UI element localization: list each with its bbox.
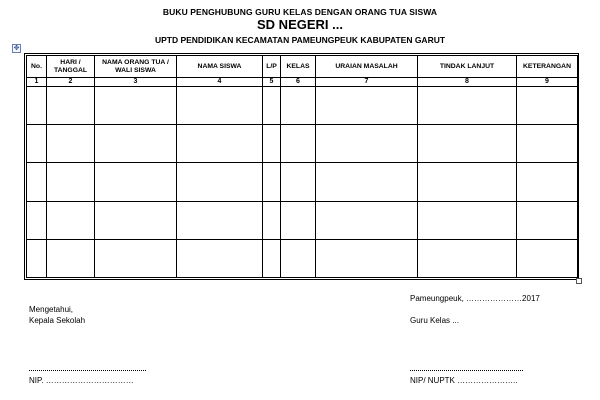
column-number-row: [27, 78, 578, 87]
table-cell[interactable]: [47, 201, 95, 239]
column-number: 9: [517, 78, 578, 87]
place-date: Pameungpeuk, …………………2017: [410, 294, 540, 303]
table-cell[interactable]: [316, 87, 418, 125]
document-title: BUKU PENGHUBUNG GURU KELAS DENGAN ORANG TUA SISWA: [162, 7, 438, 17]
table-cell[interactable]: [418, 239, 517, 277]
column-header: URAIAN MASALAH: [316, 56, 418, 78]
column-header: KETERANGAN: [517, 56, 578, 78]
column-header: L/P: [263, 56, 281, 78]
table-cell[interactable]: [281, 239, 316, 277]
table-move-handle-icon[interactable]: ✥: [13, 45, 20, 52]
table-cell[interactable]: [517, 87, 578, 125]
acknowledged-label: Mengetahui,: [29, 305, 74, 314]
table-cell[interactable]: [418, 87, 517, 125]
column-number: 2: [47, 78, 95, 87]
principal-label: Kepala Sekolah: [29, 316, 86, 325]
column-header: No.: [27, 56, 47, 78]
table-row: [27, 201, 578, 239]
table-cell[interactable]: [418, 125, 517, 163]
table-cell[interactable]: [95, 125, 177, 163]
table-cell[interactable]: [27, 87, 47, 125]
column-number: 1: [27, 78, 47, 87]
table-cell[interactable]: [263, 125, 281, 163]
column-number: 7: [316, 78, 418, 87]
column-header: NAMA SISWA: [177, 56, 263, 78]
table-cell[interactable]: [177, 87, 263, 125]
table-cell[interactable]: [316, 125, 418, 163]
principal-nip: NIP. ……………………………: [29, 376, 134, 385]
table-row: [27, 87, 578, 125]
table-cell[interactable]: [263, 87, 281, 125]
table-cell[interactable]: [281, 125, 316, 163]
table-cell[interactable]: [47, 125, 95, 163]
table-cell[interactable]: [177, 239, 263, 277]
teacher-nip-nuptk: NIP/ NUPTK …………………..: [410, 376, 518, 385]
institution-line: UPTD PENDIDIKAN KECAMATAN PAMEUNGPEUK KABUPATEN GARUT: [154, 35, 446, 45]
column-number: 4: [177, 78, 263, 87]
table-cell[interactable]: [316, 163, 418, 201]
teacher-signature-line: [410, 370, 523, 371]
table-cell[interactable]: [27, 163, 47, 201]
table-row: [27, 163, 578, 201]
table-cell[interactable]: [263, 201, 281, 239]
table-cell[interactable]: [316, 239, 418, 277]
column-header: NAMA ORANG TUA / WALI SISWA: [95, 56, 177, 78]
table-cell[interactable]: [95, 201, 177, 239]
table-cell[interactable]: [281, 87, 316, 125]
liaison-table: [26, 55, 578, 278]
table-cell[interactable]: [27, 201, 47, 239]
table-row: [27, 125, 578, 163]
table-row: [27, 239, 578, 277]
table-cell[interactable]: [95, 87, 177, 125]
table-cell[interactable]: [418, 163, 517, 201]
column-number: 6: [281, 78, 316, 87]
table-cell[interactable]: [95, 239, 177, 277]
table-cell[interactable]: [95, 163, 177, 201]
table-cell[interactable]: [47, 163, 95, 201]
table-cell[interactable]: [263, 163, 281, 201]
table-cell[interactable]: [418, 201, 517, 239]
column-number: 3: [95, 78, 177, 87]
column-header: KELAS: [281, 56, 316, 78]
table-cell[interactable]: [517, 163, 578, 201]
school-name: SD NEGERI ...: [257, 17, 343, 32]
table-cell[interactable]: [177, 201, 263, 239]
table-cell[interactable]: [47, 239, 95, 277]
table-cell[interactable]: [177, 163, 263, 201]
table-header-row: [27, 56, 578, 78]
table-cell[interactable]: [47, 87, 95, 125]
table-cell[interactable]: [281, 163, 316, 201]
table-cell[interactable]: [517, 239, 578, 277]
table-cell[interactable]: [517, 201, 578, 239]
teacher-label: Guru Kelas ...: [410, 316, 459, 325]
column-header: HARI / TANGGAL: [47, 56, 95, 78]
table-cell[interactable]: [517, 125, 578, 163]
table-resize-handle[interactable]: [576, 278, 582, 284]
table-cell[interactable]: [177, 125, 263, 163]
table-cell[interactable]: [316, 201, 418, 239]
table-cell[interactable]: [27, 239, 47, 277]
table-cell[interactable]: [27, 125, 47, 163]
column-header: TINDAK LANJUT: [418, 56, 517, 78]
column-number: 5: [263, 78, 281, 87]
principal-signature-line: [29, 370, 146, 371]
column-number: 8: [418, 78, 517, 87]
table-cell[interactable]: [281, 201, 316, 239]
table-cell[interactable]: [263, 239, 281, 277]
